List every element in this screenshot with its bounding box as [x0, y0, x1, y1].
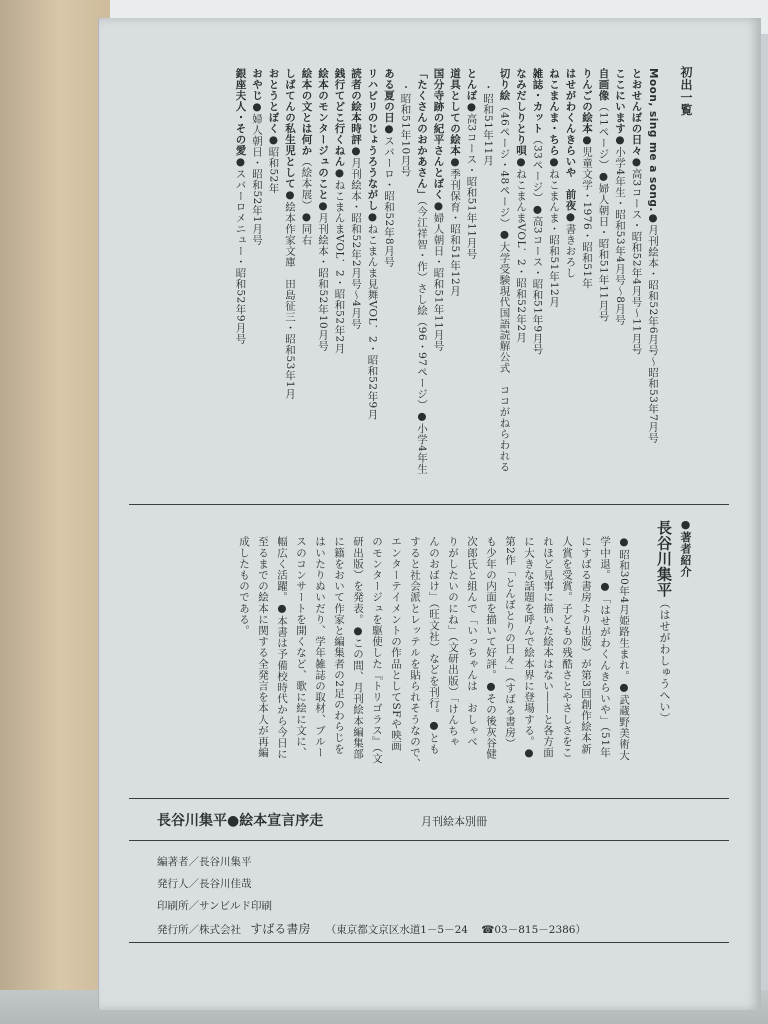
- publisher-person-line: 発行人／長谷川佳哉: [157, 878, 252, 890]
- bio-line: 人賞を受賞。子どもの残酷さとやさしさをこ: [561, 536, 573, 758]
- first-appearance-entry: [267, 68, 280, 194]
- entry-detail: ●月刊絵本・昭和52年2月号〜4月号: [350, 145, 362, 330]
- entry-title: おやじ: [251, 68, 263, 101]
- entry-title: 雑誌・カット: [531, 68, 544, 134]
- entry-detail: ●月刊絵本・昭和52年6月号〜昭和53年7月号: [647, 211, 659, 444]
- author-name-text: 長谷川集平: [655, 520, 673, 598]
- bio-line: 幅広く活躍。●本書は予備校時代から今日に: [276, 536, 288, 760]
- first-appearance-entry: [646, 68, 659, 444]
- entry-title: ここにいます: [614, 68, 626, 134]
- book-page: [98, 18, 761, 1010]
- entry-title: 国分寺跡の紀平さんとぼく: [432, 68, 445, 200]
- entry-detail: （11ページ）●婦人朝日・昭和51年11月号: [597, 101, 610, 322]
- bio-line: りがしたいのにね」（文研出版）「けんちゃ: [447, 536, 459, 748]
- author-heading: ●著者紹介: [679, 518, 692, 578]
- entry-title: ある夏の日: [383, 68, 395, 123]
- bio-line: 学中退。●「はせがわくんきらいや」（51年: [599, 536, 611, 758]
- bio-line: に籍をおいて作家と編集者の2足のわらじを: [333, 536, 345, 755]
- first-appearance-entry: [465, 68, 478, 259]
- entry-title: とんぼ: [465, 68, 478, 101]
- first-appearance-entry: [432, 68, 445, 351]
- entry-detail: ●高3コース・昭和52年4月号〜11月号: [630, 156, 643, 355]
- printer-line: 印刷所／サンビルド印刷: [157, 900, 272, 912]
- first-appearance-entry: [250, 68, 263, 245]
- colophon-divider-bottom: [129, 942, 729, 943]
- entry-detail: （46ページ・48ページ）●大学受験現代国語読解公式 ココがねらわれる: [498, 101, 511, 473]
- entry-title: ねこまんま・ちら: [548, 68, 560, 156]
- entry-title: 銀座夫人・その愛: [234, 68, 247, 156]
- entry-detail: ・昭和51年11月: [482, 82, 494, 166]
- bio-line: 第2作「とんぼとりの日々」（すばる書房）: [504, 536, 516, 749]
- bio-line: はいたりぬいだり、学年雑誌の取材、ブルー: [314, 536, 326, 758]
- first-appearance-entry: [531, 68, 544, 355]
- first-appearance-entry: [349, 68, 362, 329]
- first-appearance-entry: [415, 68, 428, 474]
- first-appearance-entry: [399, 82, 412, 177]
- entry-detail: ●月刊絵本・昭和52年10月号: [317, 200, 329, 352]
- entry-detail: ●ねこまんま見舞VOL．2・昭和52年9月: [366, 211, 379, 420]
- entry-detail: ●絵本作家文庫 田島征三・昭和53年1月: [284, 189, 296, 400]
- entry-title: 「たくさんのおかあさん」: [416, 68, 428, 200]
- book-title: 長谷川集平●絵本宣言序走: [157, 813, 324, 829]
- entry-detail: ●スバーロメニュー・昭和52年9月号: [234, 156, 247, 345]
- author-reading: （はせがわしゅうへい）: [658, 597, 671, 724]
- entry-title: しばてんの私生児として: [284, 68, 296, 189]
- first-appearance-entry: [316, 68, 329, 351]
- entry-title: 読者の絵本時評: [350, 68, 362, 145]
- entry-title: 自画像: [597, 68, 610, 101]
- editor-line: 編著者／長谷川集平: [157, 856, 252, 868]
- series-name: 月刊絵本別冊: [421, 815, 487, 828]
- first-appearance-entry: [564, 68, 577, 279]
- entry-title: Moon, sing me a song.: [647, 68, 659, 212]
- first-appearance-entry: [300, 68, 313, 246]
- bio-line: 成したものである。: [238, 536, 250, 636]
- entry-detail: （絵本展）●同右: [300, 156, 313, 246]
- first-appearance-entry: [333, 68, 346, 354]
- bio-line: 至るまでの絵本に関する全発言を本人が再編: [257, 536, 269, 758]
- entry-title: とおせんぼの日々: [630, 68, 643, 156]
- entry-title: 切り絵: [498, 68, 511, 101]
- first-appearance-entry: [597, 68, 610, 322]
- entry-detail: （今江祥智・作）さし絵（96・97ページ）●小学4年生: [416, 200, 428, 475]
- first-appearance-entry: [234, 68, 247, 344]
- bio-line: れほど見事に描いた絵本はない――と各方面: [542, 536, 554, 758]
- entry-title: 絵本のモンタージュのこと: [317, 68, 329, 200]
- entry-detail: ●書きおろし: [564, 211, 577, 279]
- entry-detail: ●スバーロ・昭和52年8月号: [383, 123, 395, 268]
- facing-page: [0, 0, 110, 1024]
- entry-detail: ●高3コース・昭和51年11月号: [465, 101, 478, 260]
- entry-detail: ●児童文学・1976・昭和51年: [581, 134, 593, 289]
- entry-title: おとうとぼく: [267, 68, 280, 134]
- first-appearance-entry: [514, 68, 527, 343]
- entry-detail: ●ねこまんまVOL．2・昭和52年2月: [515, 156, 527, 343]
- entry-title: 銭行てどこ行くねん: [333, 68, 346, 167]
- bio-line: 次郎氏と組んで「いっちゃんは おしゃべ: [466, 536, 478, 747]
- first-appearance-entry: [448, 68, 461, 296]
- first-appearance-entry: [547, 68, 560, 307]
- author-name: [657, 520, 671, 724]
- publisher-label: 発行所／株式会社: [157, 924, 241, 936]
- entry-title: リハビリのじょうろうながし: [366, 68, 379, 211]
- entry-detail: ●婦人朝日・昭和51年11月号: [432, 200, 445, 352]
- publisher-phone: ☎03－815－2386）: [481, 924, 586, 936]
- entry-detail: ●婦人朝日・昭和52年1月号: [251, 101, 263, 246]
- bio-line: すると社会派とレッテルを貼られそうなので、: [409, 536, 421, 770]
- publisher-name: すばる書房: [250, 922, 311, 936]
- entry-detail: ●小学4年生・昭和53年4月号〜8月号: [614, 134, 626, 326]
- bio-line: ●昭和30年4月姫路生まれ。●武蔵野美術大: [618, 536, 630, 761]
- bio-line: のモンタージュを駆使した『トリゴラス』（文: [371, 536, 383, 764]
- bio-line: んのおばけ」（旺文社）などを刊行。●とも: [428, 536, 440, 755]
- entry-detail: ●季刊保育・昭和51年12月: [449, 156, 461, 297]
- author-bio: [234, 536, 633, 796]
- entry-detail: ●ねこまんまVOL．2・昭和52年2月: [333, 167, 346, 354]
- entry-title: 絵本の文とは何か: [300, 68, 313, 156]
- first-appearance-entry: [366, 68, 379, 420]
- first-appearance-entry: [580, 68, 593, 289]
- entry-detail: ●昭和52年: [267, 134, 280, 194]
- colophon-divider-middle: [129, 840, 729, 841]
- first-appearance-entry: [382, 68, 395, 267]
- publisher-line: [157, 920, 586, 937]
- entry-detail: ・昭和51年10月号: [399, 82, 412, 177]
- bio-line: にすばる書房より出版）が第3回創作絵本新: [580, 536, 592, 755]
- entry-detail: （33ページ）●高3コース・昭和51年9月号: [531, 134, 544, 355]
- bio-line: 研出版）を発表。●この間、月刊絵本編集部: [352, 536, 364, 760]
- bio-line: エンターテイメントの作品としてSFや映画: [390, 536, 402, 752]
- entry-title: はせがわくんきらいや 前夜: [564, 68, 577, 211]
- bio-line: も少年の内面を描いて好評。●その後灰谷健: [485, 536, 497, 760]
- entry-title: なみだしりとり唄: [515, 68, 527, 156]
- first-appearance-entry: [613, 68, 626, 325]
- bio-line: に大きな話題を呼んで絵本界に登場する。●: [523, 536, 535, 760]
- entry-detail: ●ねこまんま・昭和51年12月: [548, 156, 560, 308]
- first-appearance-entry: [498, 68, 511, 472]
- first-appearance-entry: [481, 82, 494, 166]
- publisher-address: （東京都文京区水道1－5－24: [325, 924, 468, 936]
- colophon-divider-top: [129, 798, 729, 799]
- first-appearance-heading: 初出一覧: [679, 66, 693, 116]
- first-appearance-entry: [630, 68, 643, 355]
- first-appearance-entry: [283, 68, 296, 399]
- entry-title: りんごの絵本: [581, 68, 593, 134]
- section-divider: [129, 504, 729, 505]
- bio-line: スのコンサートを開くなど、歌に絵に文に、: [295, 536, 307, 758]
- entry-title: 道具としての絵本: [449, 68, 461, 156]
